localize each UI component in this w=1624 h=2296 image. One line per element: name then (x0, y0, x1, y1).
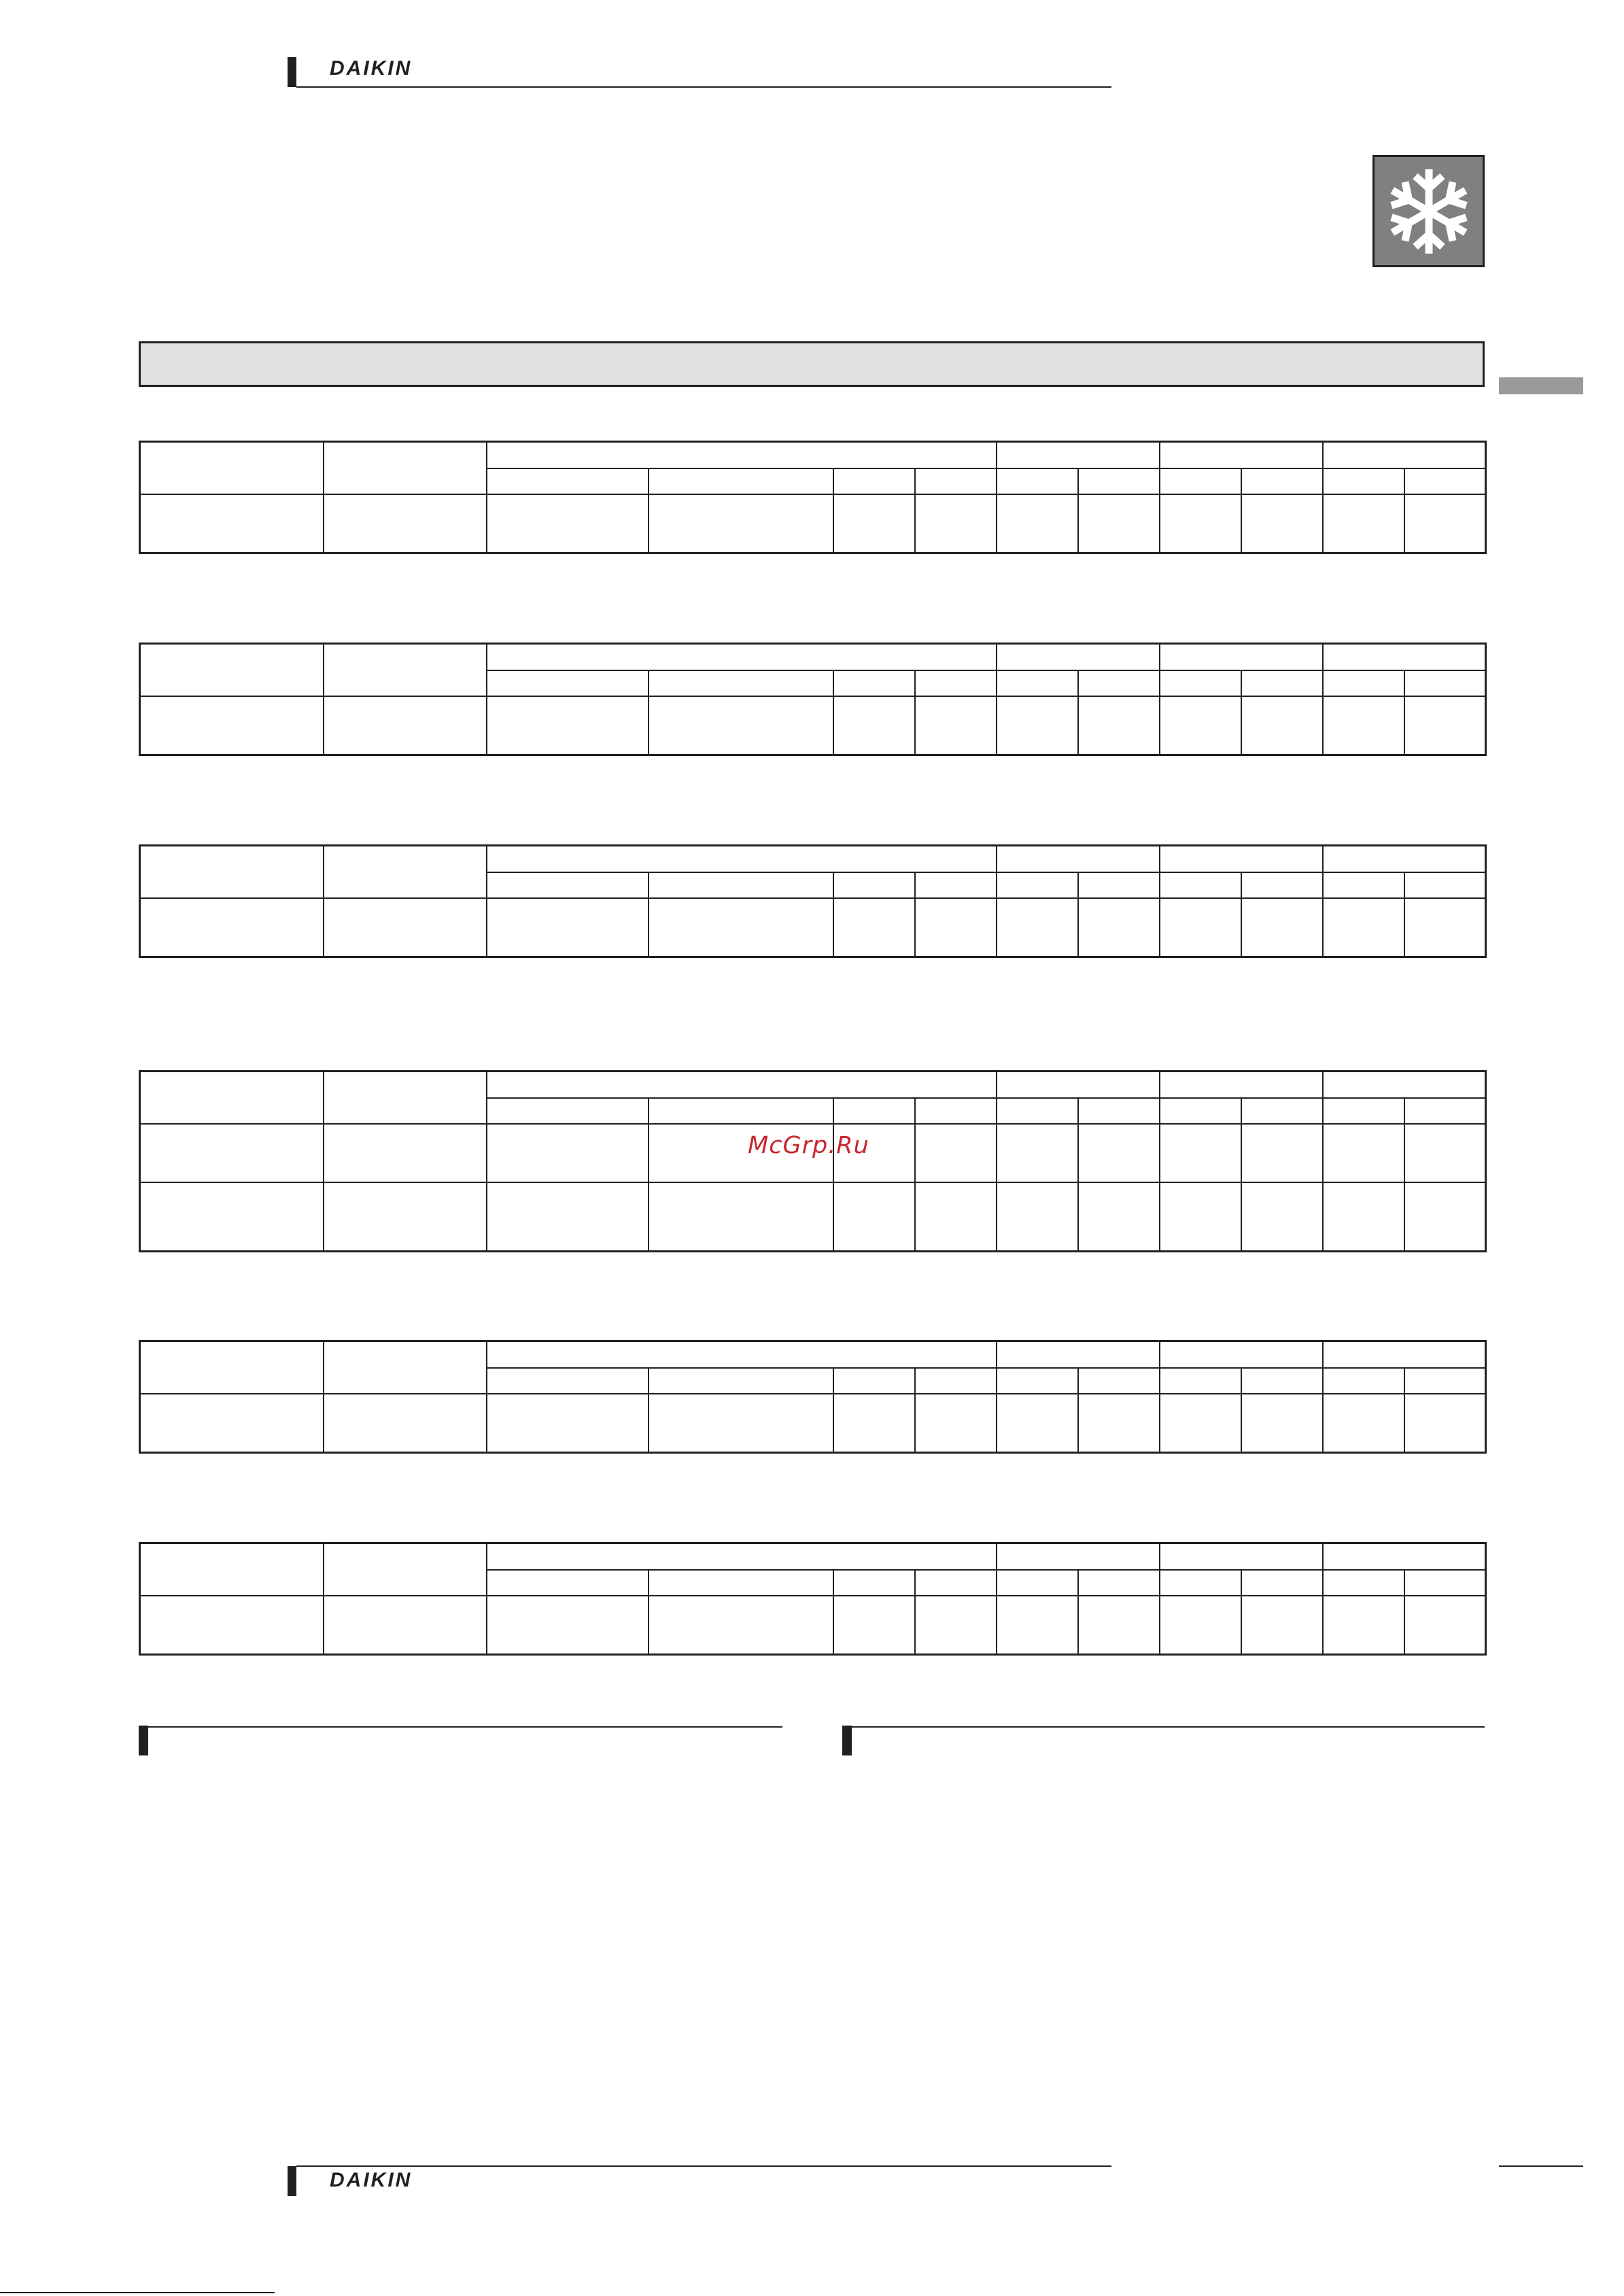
right-section-rule (852, 1726, 1485, 1728)
left-section-rule (148, 1726, 782, 1728)
header-brand-logo: DAIKIN (330, 57, 413, 80)
header-cell-type (324, 846, 487, 898)
spec-table-1 (139, 441, 1487, 554)
table-header-row-1 (140, 442, 1486, 468)
table-row (140, 1394, 1486, 1453)
header-cell-group-a (487, 1543, 997, 1570)
table-header-row-1 (140, 644, 1486, 670)
header-cell-group-c (1160, 1543, 1323, 1570)
header-cell-model (140, 644, 324, 696)
header-brand-bar (288, 57, 296, 87)
footer-rule (296, 2165, 1111, 2167)
header-cell-group-b (997, 644, 1160, 670)
header-cell-group-d (1323, 442, 1486, 468)
header-cell-group-a (487, 846, 997, 872)
header-cell-group-a (487, 644, 997, 670)
table-row (140, 696, 1486, 755)
category-icon-box (1372, 155, 1485, 267)
table-header-row-1 (140, 1072, 1486, 1098)
header-cell-type (324, 442, 487, 494)
header-cell-group-c (1160, 442, 1323, 468)
header-cell-group-a (487, 442, 997, 468)
section-title-band (139, 341, 1485, 387)
footer-page-rule (1499, 2165, 1583, 2167)
table-header-row-1 (140, 1341, 1486, 1368)
table-header-row-1 (140, 846, 1486, 872)
header-cell-group-d (1323, 1341, 1486, 1368)
spec-table-4 (139, 1070, 1487, 1252)
spec-table-5 (139, 1340, 1487, 1454)
header-cell-type (324, 644, 487, 696)
header-cell-group-b (997, 1072, 1160, 1098)
header-rule (296, 86, 1111, 88)
table-row (140, 898, 1486, 957)
header-cell-model (140, 1341, 324, 1394)
header-cell-group-d (1323, 846, 1486, 872)
table-header-row-1 (140, 1543, 1486, 1570)
table-row (140, 494, 1486, 553)
header-cell-group-b (997, 1341, 1160, 1368)
bottom-edge-rule (0, 2292, 275, 2293)
side-thumb-tab (1499, 377, 1583, 394)
header-cell-model (140, 846, 324, 898)
header-cell-group-b (997, 442, 1160, 468)
header-cell-group-b (997, 1543, 1160, 1570)
spec-table-6 (139, 1542, 1487, 1656)
header-cell-model (140, 1072, 324, 1124)
watermark-text[interactable]: McGrp.Ru (748, 1132, 869, 1159)
spec-table-2 (139, 642, 1487, 756)
header-cell-group-c (1160, 846, 1323, 872)
snowflake-icon (1381, 164, 1476, 259)
left-section-marker (139, 1726, 148, 1755)
header-cell-model (140, 1543, 324, 1596)
header-cell-model (140, 442, 324, 494)
header-cell-group-d (1323, 1543, 1486, 1570)
spec-table-3 (139, 844, 1487, 958)
table-row (140, 1596, 1486, 1655)
header-cell-group-a (487, 1341, 997, 1368)
header-cell-type (324, 1072, 487, 1124)
header-cell-group-a (487, 1072, 997, 1098)
header-cell-group-d (1323, 1072, 1486, 1098)
footer-brand-bar (288, 2166, 296, 2196)
header-cell-type (324, 1341, 487, 1394)
header-cell-group-c (1160, 644, 1323, 670)
right-section-marker (842, 1726, 852, 1755)
header-cell-group-c (1160, 1341, 1323, 1368)
table-row (140, 1182, 1486, 1252)
header-cell-type (324, 1543, 487, 1596)
footer-brand-logo: DAIKIN (330, 2169, 413, 2191)
header-cell-group-d (1323, 644, 1486, 670)
header-cell-group-c (1160, 1072, 1323, 1098)
header-cell-group-b (997, 846, 1160, 872)
